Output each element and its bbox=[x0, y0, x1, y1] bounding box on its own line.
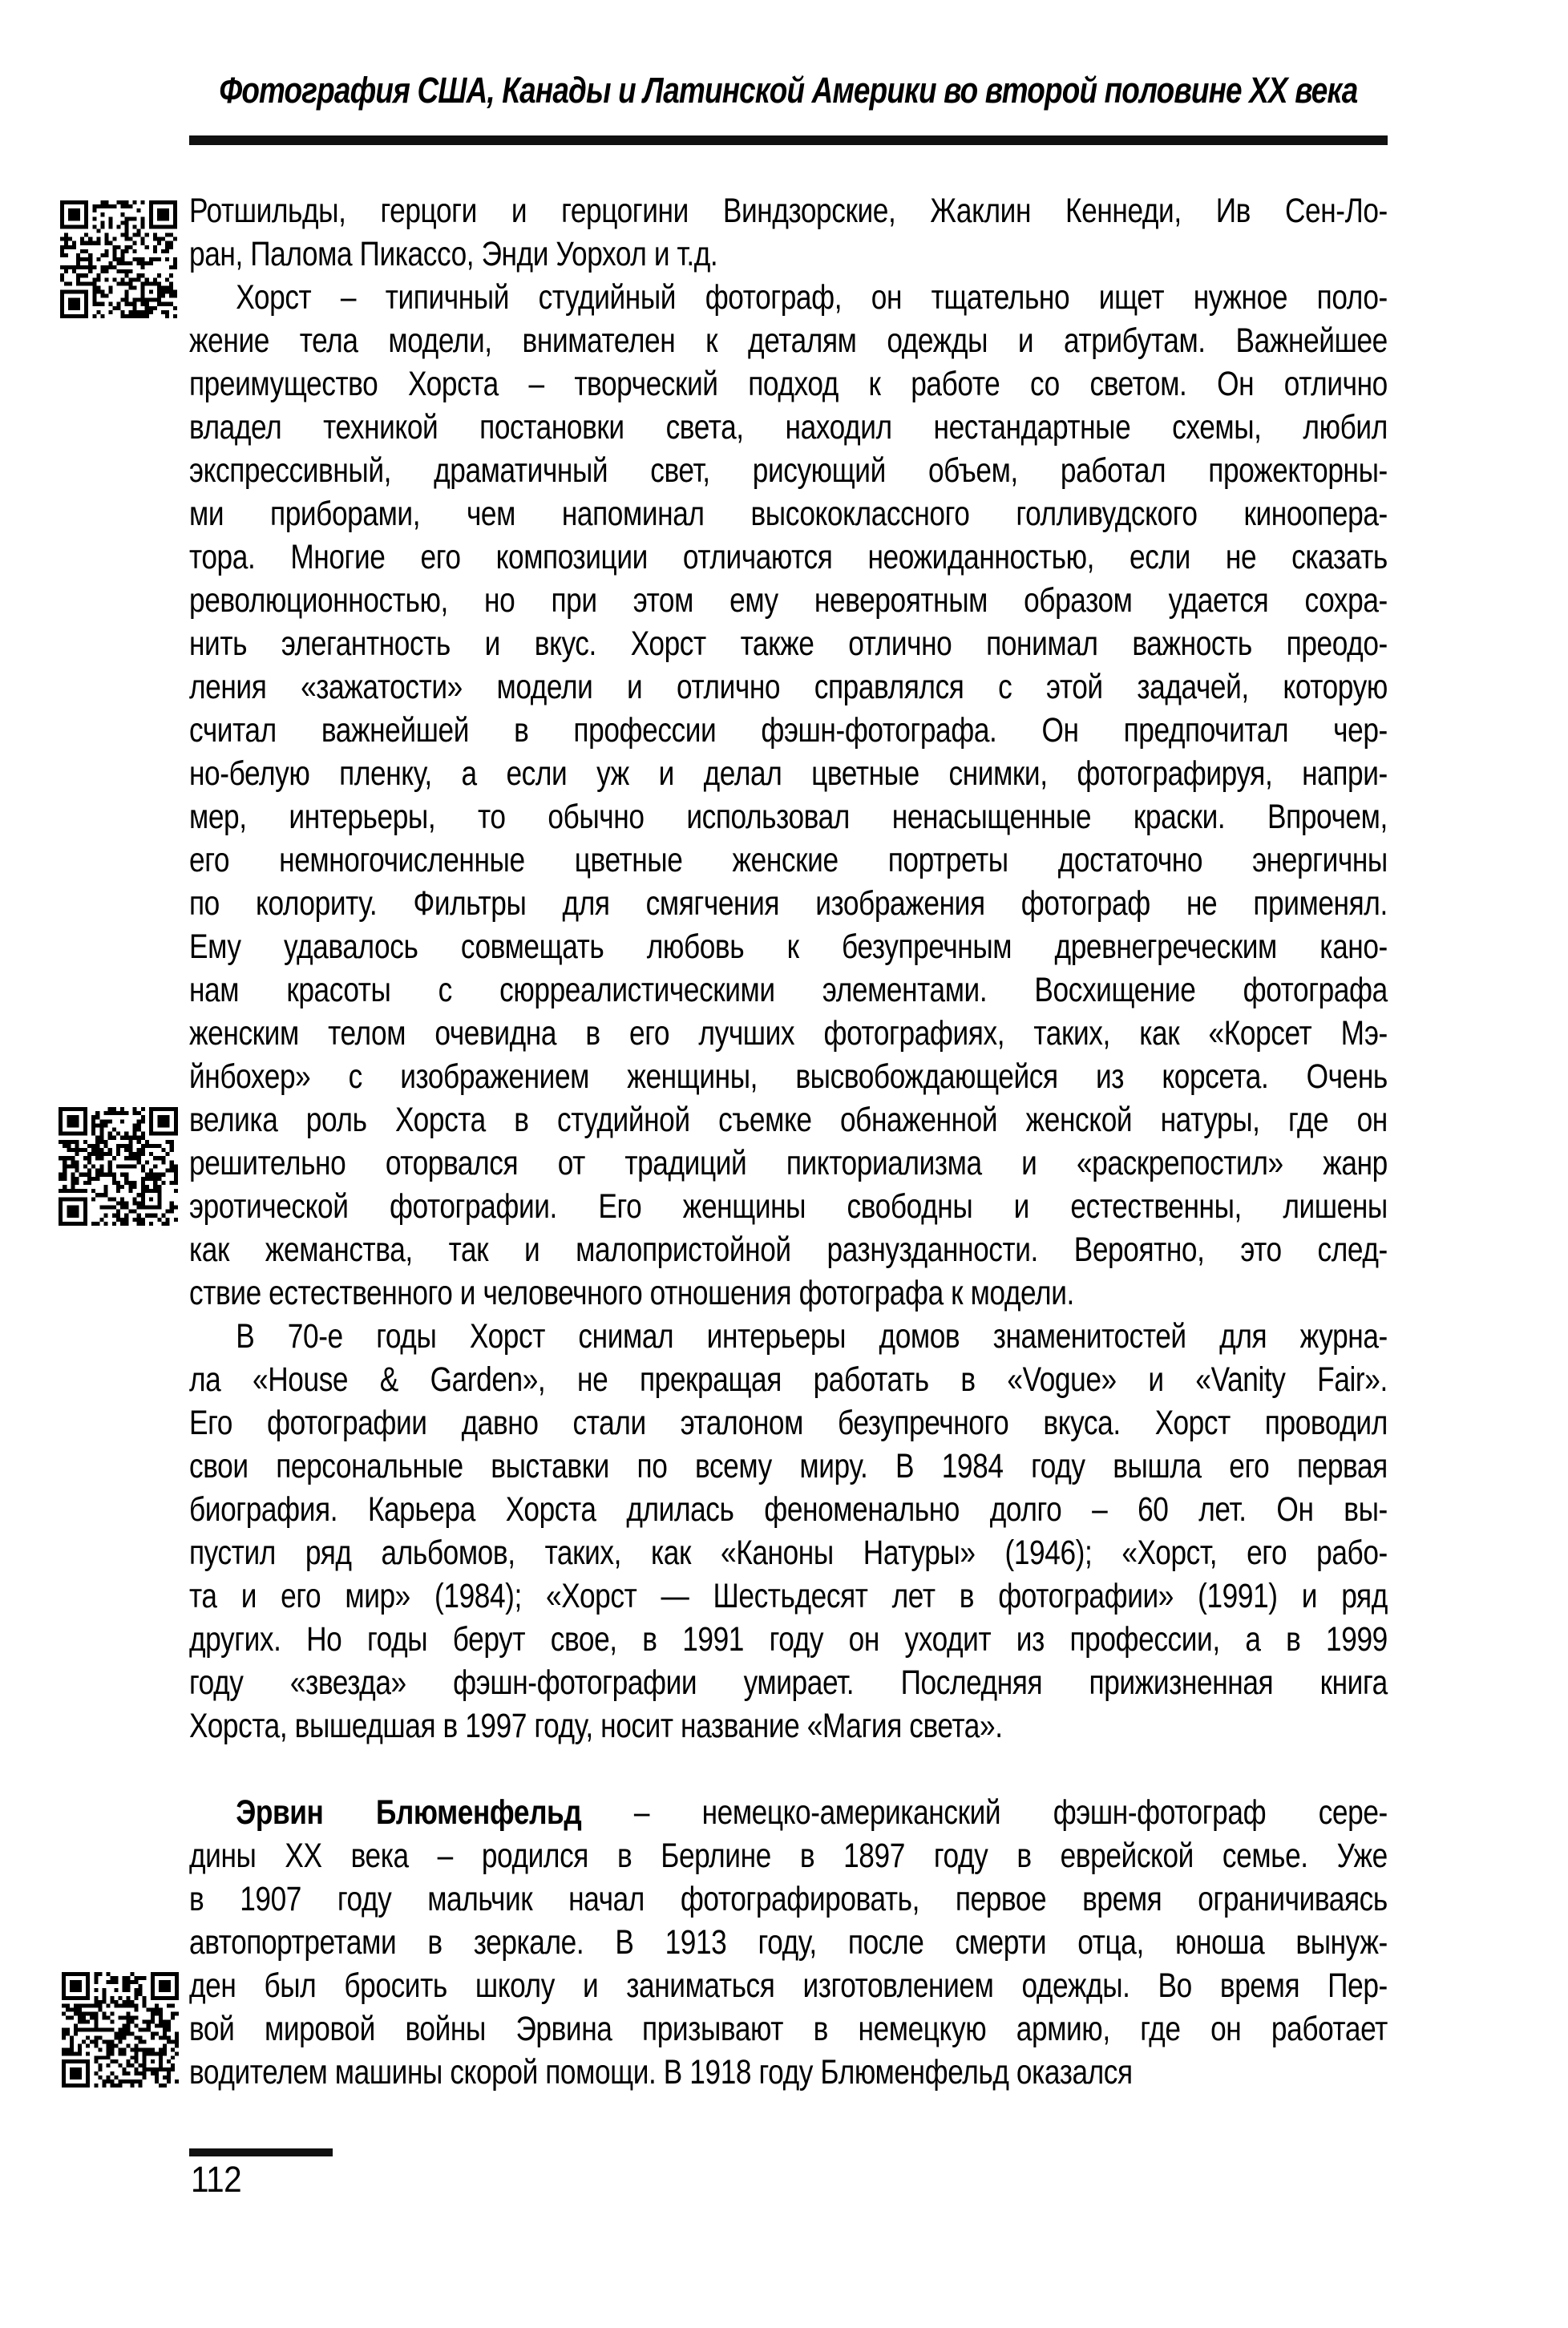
text-line: преимущество Хорста – творческий подход к работе со светом. Он отлично bbox=[189, 365, 1388, 403]
text-line: автопортретами в зеркале. В 1913 году, после смерти отца, юноша вынуж- bbox=[189, 1923, 1388, 1962]
text-line: году «звезда» фэшн-фотографии умирает. Последняя прижизненная книга bbox=[189, 1663, 1388, 1702]
text-line: владел техникой постановки света, находил нестандартные схемы, любил bbox=[189, 408, 1388, 447]
page-number: 112 bbox=[191, 2159, 242, 2200]
text-line: ден был бросить школу и заниматься изготовлением одежды. Во время Пер- bbox=[189, 1966, 1388, 2005]
text-line: Его фотографии давно стали эталоном безупречного вкуса. Хорст проводил bbox=[189, 1404, 1388, 1442]
text-line: тора. Многие его композиции отличаются неожиданностью, если не сказать bbox=[189, 538, 1388, 576]
text-line: биография. Карьера Хорста длилась феноменально долго – 60 лет. Он вы- bbox=[189, 1490, 1388, 1529]
text-line: решительно оторвался от традиций пикториализма и «раскрепостил» жанр bbox=[189, 1144, 1388, 1182]
text-line: революционностью, но при этом ему невероятным образом удается сохра- bbox=[189, 581, 1388, 620]
body-text bbox=[189, 189, 1568, 2094]
page-header bbox=[189, 69, 1388, 112]
text-line: как жеманства, так и малопристойной разнузданности. Вероятно, это след- bbox=[189, 1231, 1388, 1269]
text-line: В 70-е годы Хорст снимал интерьеры домов знаменитостей для журна- bbox=[236, 1317, 1388, 1356]
footer-rule bbox=[189, 2148, 333, 2156]
text-line: Хорст – типичный студийный фотограф, он тщательно ищет нужное поло- bbox=[236, 278, 1388, 317]
text-line: в 1907 году мальчик начал фотографировать, первое время ограничиваясь bbox=[189, 1880, 1388, 1918]
qr-code-top bbox=[60, 200, 177, 318]
text-line: велика роль Хорста в студийной съемке обнаженной женской натуры, где он bbox=[189, 1101, 1388, 1139]
qr-code-middle bbox=[59, 1107, 178, 1226]
text-line: Эрвин Блюменфельд – немецко-американский фэшн-фотограф сере- bbox=[236, 1793, 1388, 1832]
text-line: считал важнейшей в профессии фэшн-фотографа. Он предпочитал чер- bbox=[189, 711, 1388, 750]
text-line: нить элегантность и вкус. Хорст также отлично понимал важность преодо- bbox=[189, 624, 1388, 663]
header-rule bbox=[189, 135, 1388, 145]
text-line: экспрессивный, драматичный свет, рисующий объем, работал прожекторны- bbox=[189, 451, 1388, 490]
text-line: та и его мир» (1984); «Хорст — Шестьдесят лет в фотографии» (1991) и ряд bbox=[189, 1577, 1388, 1615]
text-line: ла «House & Garden», не прекращая работать в «Vogue» и «Vanity Fair». bbox=[189, 1360, 1388, 1399]
text-line: вой мировой войны Эрвина призывают в немецкую армию, где он работает bbox=[189, 2010, 1388, 2048]
text-line: ми приборами, чем напоминал высококлассного голливудского киноопера- bbox=[189, 495, 1388, 533]
text-line: Ему удавалось совмещать любовь к безупречным древнегреческим кано- bbox=[189, 928, 1388, 966]
text-line: ран, Палома Пикассо, Энди Уорхол и т.д. bbox=[189, 235, 718, 273]
text-line: жение тела модели, внимателен к деталям одежды и атрибутам. Важнейшее bbox=[189, 321, 1388, 360]
text-line: эротической фотографии. Его женщины свободны и естественны, лишены bbox=[189, 1187, 1388, 1226]
text-line: ления «зажатости» модели и отлично справлялся с этой задачей, которую bbox=[189, 668, 1388, 706]
text-line: нам красоты с сюрреалистическими элементами. Восхищение фотографа bbox=[189, 971, 1388, 1009]
text-line: ствие естественного и человечного отношения фотографа к модели. bbox=[189, 1274, 1074, 1312]
text-line: его немногочисленные цветные женские портреты достаточно энергичны bbox=[189, 841, 1388, 879]
person-name-bold: Эрвин Блюменфельд bbox=[236, 1793, 582, 1832]
text-line: женским телом очевидна в его лучших фотографиях, таких, как «Корсет Мэ- bbox=[189, 1014, 1388, 1053]
text-line: свои персональные выставки по всему миру. В 1984 году вышла его первая bbox=[189, 1447, 1388, 1485]
text-line: других. Но годы берут свое, в 1991 году он уходит из профессии, а в 1999 bbox=[189, 1620, 1388, 1659]
text-lines bbox=[189, 189, 1388, 2094]
text-line: йнбохер» с изображением женщины, высвобождающейся из корсета. Очень bbox=[189, 1057, 1388, 1096]
text-line: Ротшильды, герцоги и герцогини Виндзорские, Жаклин Кеннеди, Ив Сен-Ло- bbox=[189, 192, 1388, 230]
text-line: по колориту. Фильтры для смягчения изображения фотограф не применял. bbox=[189, 884, 1388, 923]
text-line: пустил ряд альбомов, таких, как «Каноны Натуры» (1946); «Хорст, его рабо- bbox=[189, 1534, 1388, 1572]
blank-line bbox=[189, 1748, 1388, 1791]
qr-code-bottom bbox=[62, 1972, 179, 2088]
text-line: но-белую пленку, а если уж и делал цветные снимки, фотографируя, напри- bbox=[189, 754, 1388, 793]
text-line: водителем машины скорой помощи. В 1918 году Блюменфельд оказался bbox=[189, 2053, 1133, 2092]
text-line: дины XX века – родился в Берлине в 1897 году в еврейской семье. Уже bbox=[189, 1837, 1388, 1875]
page-title: Фотография США, Канады и Латинской Америки во второй половине XX века bbox=[219, 70, 1358, 111]
text-line: Хорста, вышедшая в 1997 году, носит название «Магия света». bbox=[189, 1707, 1003, 1745]
text-line: мер, интерьеры, то обычно использовал ненасыщенные краски. Впрочем, bbox=[189, 798, 1388, 836]
